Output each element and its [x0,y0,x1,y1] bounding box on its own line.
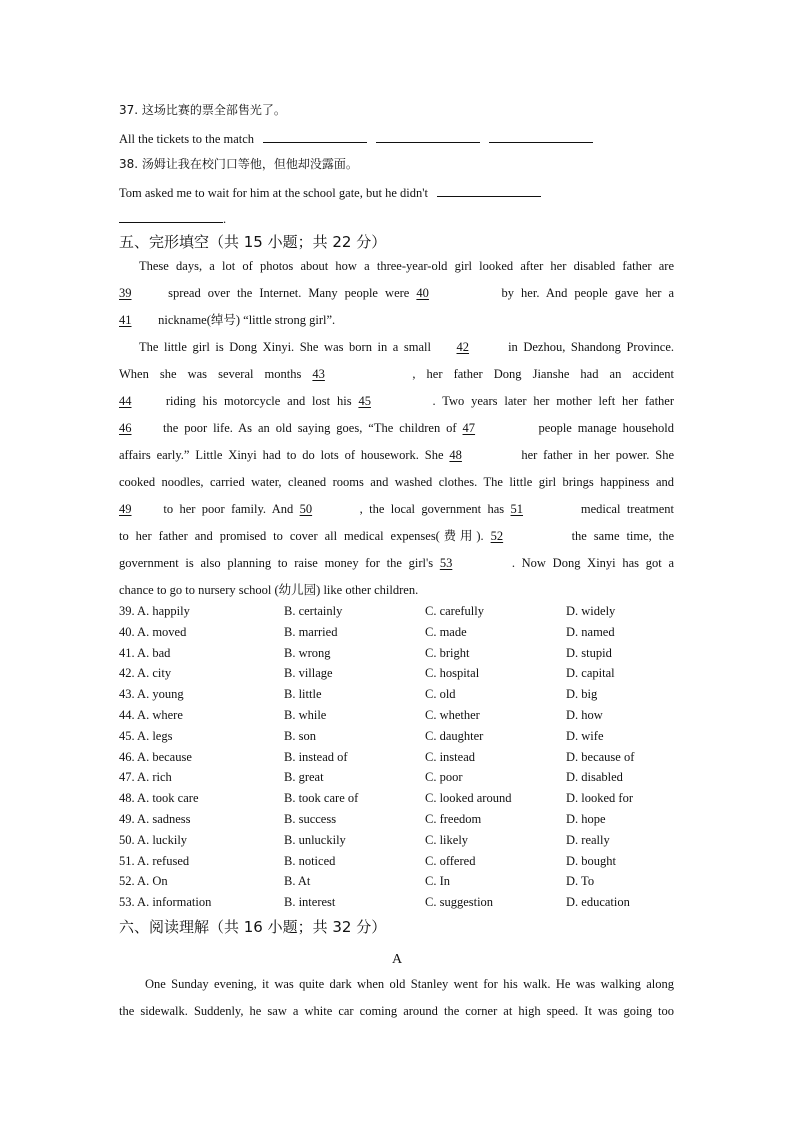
blank-49[interactable]: 49 [119,502,132,516]
option-a[interactable]: 43. A. young [119,687,184,702]
option-c[interactable]: C. made [425,624,467,639]
option-row [119,708,679,729]
option-a[interactable]: 44. A. where [119,707,183,722]
option-a[interactable]: 48. A. took care [119,791,199,806]
q37-english-line [119,129,593,147]
option-a[interactable]: 41. A. bad [119,645,171,660]
blank-43[interactable]: 43 [312,367,325,381]
option-c[interactable]: C. hospital [425,666,480,681]
cloze-text: medical treatment [580,502,675,516]
option-a[interactable]: 49. A. sadness [119,811,191,826]
option-a[interactable]: 39. A. happily [119,604,190,618]
option-d[interactable]: D. widely [566,604,616,618]
section5-title: 五、完形填空（共 15 小题；共 22 分） [119,233,387,251]
section6-title: 六、阅读理解（共 16 小题；共 32 分） [119,918,387,936]
blank-45[interactable]: 45 [358,394,371,408]
option-b[interactable]: B. wrong [284,645,331,660]
cloze-p2-line6: cooked noodles, carried water, cleaned rooms and washed clothes. The little girl brings happiness and [119,475,674,489]
option-d[interactable]: D. disabled [566,770,623,785]
q38-blank-1[interactable] [437,183,541,197]
option-b[interactable]: B. son [284,728,316,743]
option-b[interactable]: B. great [284,770,324,785]
blank-44[interactable]: 44 [119,394,132,408]
option-row [119,812,679,833]
option-row [119,750,679,771]
option-b[interactable]: B. took care of [284,791,359,806]
cloze-text: government is also planning to raise money for the girl's [119,556,434,570]
cloze-p1-line2 [119,280,674,307]
cloze-text: in Dezhou, Shandong Province. [508,340,675,354]
option-d[interactable]: D. bought [566,853,616,868]
cloze-p2-line3 [119,388,674,415]
option-row [119,625,679,646]
option-c[interactable]: C. old [425,687,456,702]
option-c[interactable]: C. instead [425,749,475,764]
cloze-p2-line2 [119,361,674,388]
option-d[interactable]: D. because of [566,749,635,764]
q37-blank-1[interactable] [263,129,367,143]
option-c[interactable]: C. daughter [425,728,484,743]
cloze-text: affairs early.” Little Xinyi had to do lots of housework. She [119,448,444,462]
cloze-text: to her poor family. And [163,502,294,516]
option-b[interactable]: B. village [284,666,333,681]
option-row [119,687,679,708]
option-b[interactable]: B. instead of [284,749,348,764]
cloze-p2-line10: chance to go to nursery school (幼儿园) like other children. [119,583,419,597]
cloze-text: by her. And people gave her a [501,286,675,300]
option-a[interactable]: 52. A. On [119,874,168,889]
option-row [119,833,679,854]
option-c[interactable]: C. freedom [425,811,482,826]
option-row [119,854,679,875]
blank-52[interactable]: 52 [490,529,504,543]
q37-chinese: 37. 这场比赛的票全部售光了。 [119,103,286,117]
q38-chinese: 38. 汤姆让我在校门口等他，但他却没露面。 [119,157,358,171]
option-a[interactable]: 51. A. refused [119,853,190,868]
option-a[interactable]: 50. A. luckily [119,832,188,847]
blank-39[interactable]: 39 [119,286,132,300]
q37-blank-2[interactable] [376,129,480,143]
cloze-text: her father in her power. She [521,448,675,462]
option-c[interactable]: C. suggestion [425,895,494,910]
option-b[interactable]: B. little [284,687,322,702]
option-b[interactable]: B. success [284,811,337,826]
option-b[interactable]: B. noticed [284,853,336,868]
cloze-p1-line3 [119,307,674,334]
option-row [119,666,679,687]
option-d[interactable]: D. education [566,895,630,910]
cloze-p2-line9 [119,550,674,577]
option-b[interactable]: B. while [284,707,327,722]
option-d[interactable]: D. hope [566,811,606,826]
cloze-p2-line8 [119,523,674,550]
blank-42[interactable]: 42 [456,340,470,354]
cloze-p2-line1 [119,334,674,361]
option-a[interactable]: 40. A. moved [119,624,187,639]
cloze-p2-line5 [119,442,674,469]
option-d[interactable]: D. how [566,707,603,722]
option-d[interactable]: D. big [566,687,598,702]
cloze-text: nickname(绰号) “little strong girl”. [158,313,336,327]
blank-41[interactable]: 41 [119,313,132,327]
blank-40[interactable]: 40 [416,286,429,300]
option-row [119,770,679,791]
blank-53[interactable]: 53 [439,556,453,570]
option-b[interactable]: B. certainly [284,604,343,618]
cloze-text: . Two years later her mother left her father [432,394,675,408]
reading-line1: One Sunday evening, it was quite dark when old Stanley went for his walk. He was walking along [145,977,674,991]
option-row [119,791,679,812]
option-row [119,874,679,895]
cloze-text: spread over the Internet. Many people were [168,286,410,300]
option-d[interactable]: D. To [566,874,595,889]
cloze-text: people manage household [538,421,675,435]
option-d[interactable]: D. wife [566,728,604,743]
q37-blank-3[interactable] [489,129,593,143]
option-a[interactable]: 45. A. legs [119,728,173,743]
option-a[interactable]: 46. A. because [119,749,192,764]
option-b[interactable]: B. interest [284,895,336,910]
cloze-text: . Now Dong Xinyi has got a [511,556,674,570]
reading-line2: the sidewalk. Suddenly, he saw a white car coming around the corner at high speed. It was going too [119,1004,674,1018]
option-d[interactable]: D. looked for [566,791,633,806]
option-c[interactable]: C. likely [425,832,469,847]
option-b[interactable]: B. At [284,874,311,889]
option-c[interactable]: C. offered [425,853,476,868]
option-row [119,895,679,916]
q38-english-line [119,183,541,201]
blank-46[interactable]: 46 [119,421,132,435]
blank-51[interactable]: 51 [510,502,524,516]
option-c[interactable]: C. whether [425,707,480,722]
option-b[interactable]: B. married [284,624,338,639]
cloze-text: to her father and promised to cover all medical expenses(费用). [119,529,484,543]
option-row [119,604,679,625]
option-a[interactable]: 53. A. information [119,895,212,910]
q37-english: All the tickets to the match [119,132,255,146]
option-c[interactable]: C. carefully [425,604,485,618]
cloze-text: the same time, the [571,529,675,543]
option-c[interactable]: C. looked around [425,791,512,806]
cloze-text: , her father Dong Jianshe had an accident [412,367,674,381]
option-row [119,729,679,750]
option-c[interactable]: C. In [425,874,450,889]
blank-47[interactable]: 47 [462,421,476,435]
option-b[interactable]: B. unluckily [284,832,346,847]
q38-blank-2[interactable] [119,209,223,223]
cloze-text: , the local government has [359,502,505,516]
option-a[interactable]: 47. A. rich [119,770,172,785]
cloze-p2-line7 [119,496,674,523]
option-d[interactable]: D. named [566,624,615,639]
options-list [119,604,679,916]
cloze-p2-line4 [119,415,674,442]
option-d[interactable]: D. stupid [566,645,612,660]
option-c[interactable]: C. poor [425,770,463,785]
cloze-text: the poor life. As an old saying goes, “The children of [162,421,457,435]
q38-end-period: . [223,212,227,226]
option-c[interactable]: C. bright [425,645,470,660]
blank-50[interactable]: 50 [299,502,313,516]
cloze-text: The little girl is Dong Xinyi. She was born in a small [139,340,431,354]
option-d[interactable]: D. capital [566,666,615,681]
option-row [119,646,679,667]
blank-48[interactable]: 48 [449,448,462,462]
cloze-text: When she was several months [119,367,302,381]
cloze-p1-line1: These days, a lot of photos about how a three-year-old girl looked after her disabled father are [139,259,674,273]
cloze-text: riding his motorcycle and lost his [165,394,352,408]
q38-continuation [119,209,226,227]
q38-english: Tom asked me to wait for him at the school gate, but he didn't [119,186,428,200]
option-d[interactable]: D. really [566,832,610,847]
passage-letter: A [391,952,403,967]
option-a[interactable]: 42. A. city [119,666,172,681]
